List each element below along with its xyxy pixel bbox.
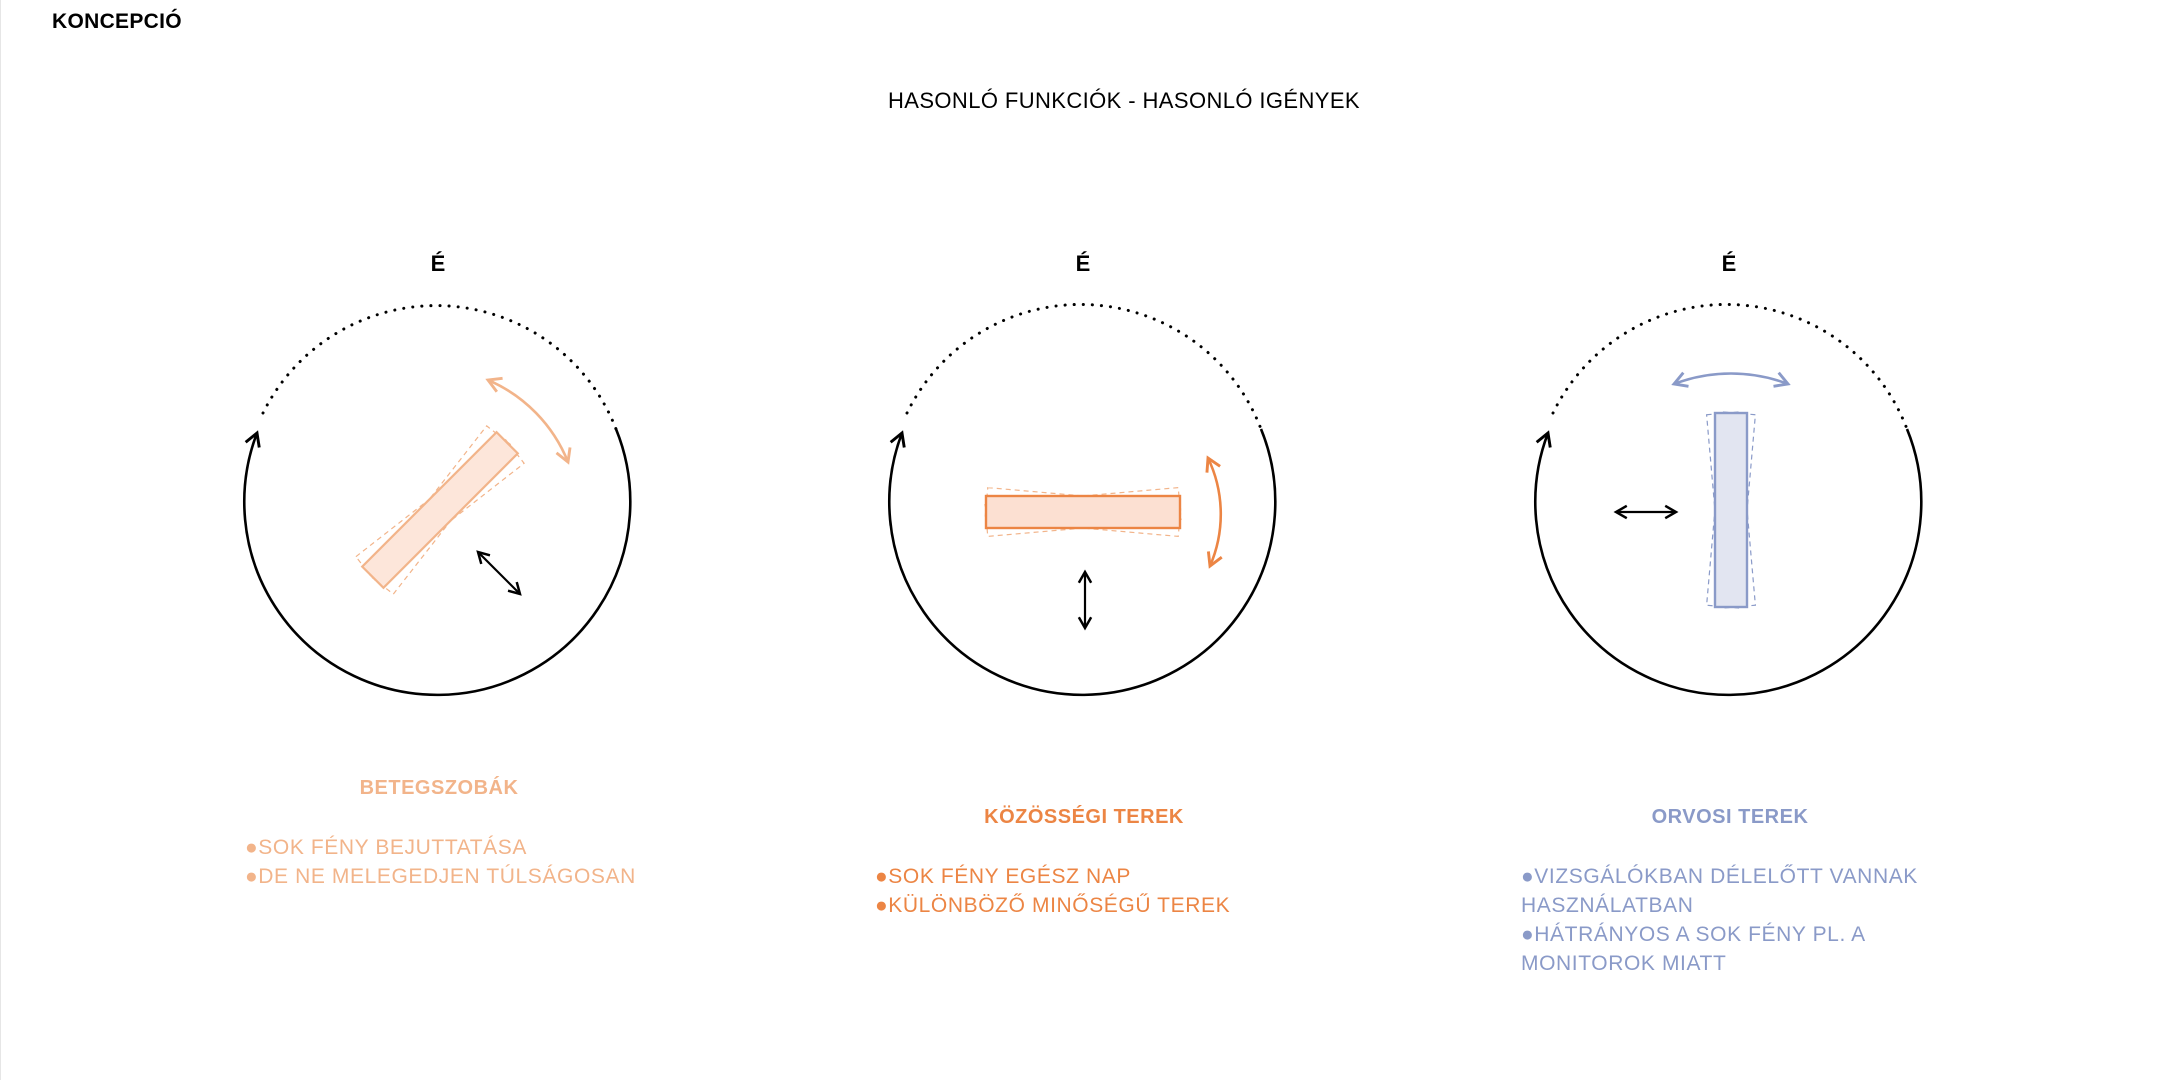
bullet-item: ●DE NE MELEGEDJEN TÚLSÁGOSAN	[245, 865, 636, 888]
sun-path-dotted-arc	[263, 306, 616, 429]
bullet-item: ●KÜLÖNBÖZŐ MINŐSÉGŰ TEREK	[875, 894, 1231, 917]
rotation-arrow	[1674, 374, 1788, 384]
category-title-medical-spaces: ORVOSI TEREK	[1651, 806, 1809, 828]
rotation-arrow	[1208, 458, 1221, 566]
bullet-item: ●VIZSGÁLÓKBAN DÉLELŐTT VANNAK	[1521, 865, 1918, 888]
panel-medical-spaces	[1535, 304, 1921, 694]
page-subtitle: HASONLÓ FUNKCIÓK - HASONLÓ IGÉNYEK	[887, 88, 1361, 113]
bullet-item: ●HÁTRÁNYOS A SOK FÉNY PL. A	[1521, 923, 1866, 946]
sun-path-dotted-arc	[907, 304, 1261, 429]
bullet-item: ●SOK FÉNY BEJUTTATÁSA	[245, 836, 528, 859]
north-label: É	[1721, 251, 1737, 276]
bullet-list-community-spaces	[875, 862, 1230, 920]
category-title-community-spaces: KÖZÖSSÉGI TEREK	[984, 806, 1184, 828]
sun-path-solid-arc	[889, 429, 1275, 695]
category-title-patient-rooms: BETEGSZOBÁK	[359, 777, 519, 799]
panel-community-spaces	[889, 304, 1275, 694]
sun-path-dotted-arc	[1553, 304, 1907, 429]
movement-arrow	[478, 552, 520, 594]
sun-path-solid-arc	[244, 429, 630, 695]
north-label: É	[430, 251, 446, 276]
page-title: KONCEPCIÓ	[52, 10, 182, 33]
building-footprint	[986, 496, 1180, 528]
building-footprint	[1715, 413, 1747, 607]
bullet-list-patient-rooms	[245, 833, 636, 891]
bullet-item: HASZNÁLATBAN	[1521, 894, 1694, 917]
bullet-item: MONITOROK MIATT	[1521, 952, 1727, 975]
bullet-item: ●SOK FÉNY EGÉSZ NAP	[875, 865, 1131, 888]
bullet-list-medical-spaces	[1521, 862, 1918, 978]
north-label: É	[1075, 251, 1091, 276]
building-footprint	[362, 432, 518, 588]
panel-patient-rooms	[244, 306, 630, 695]
